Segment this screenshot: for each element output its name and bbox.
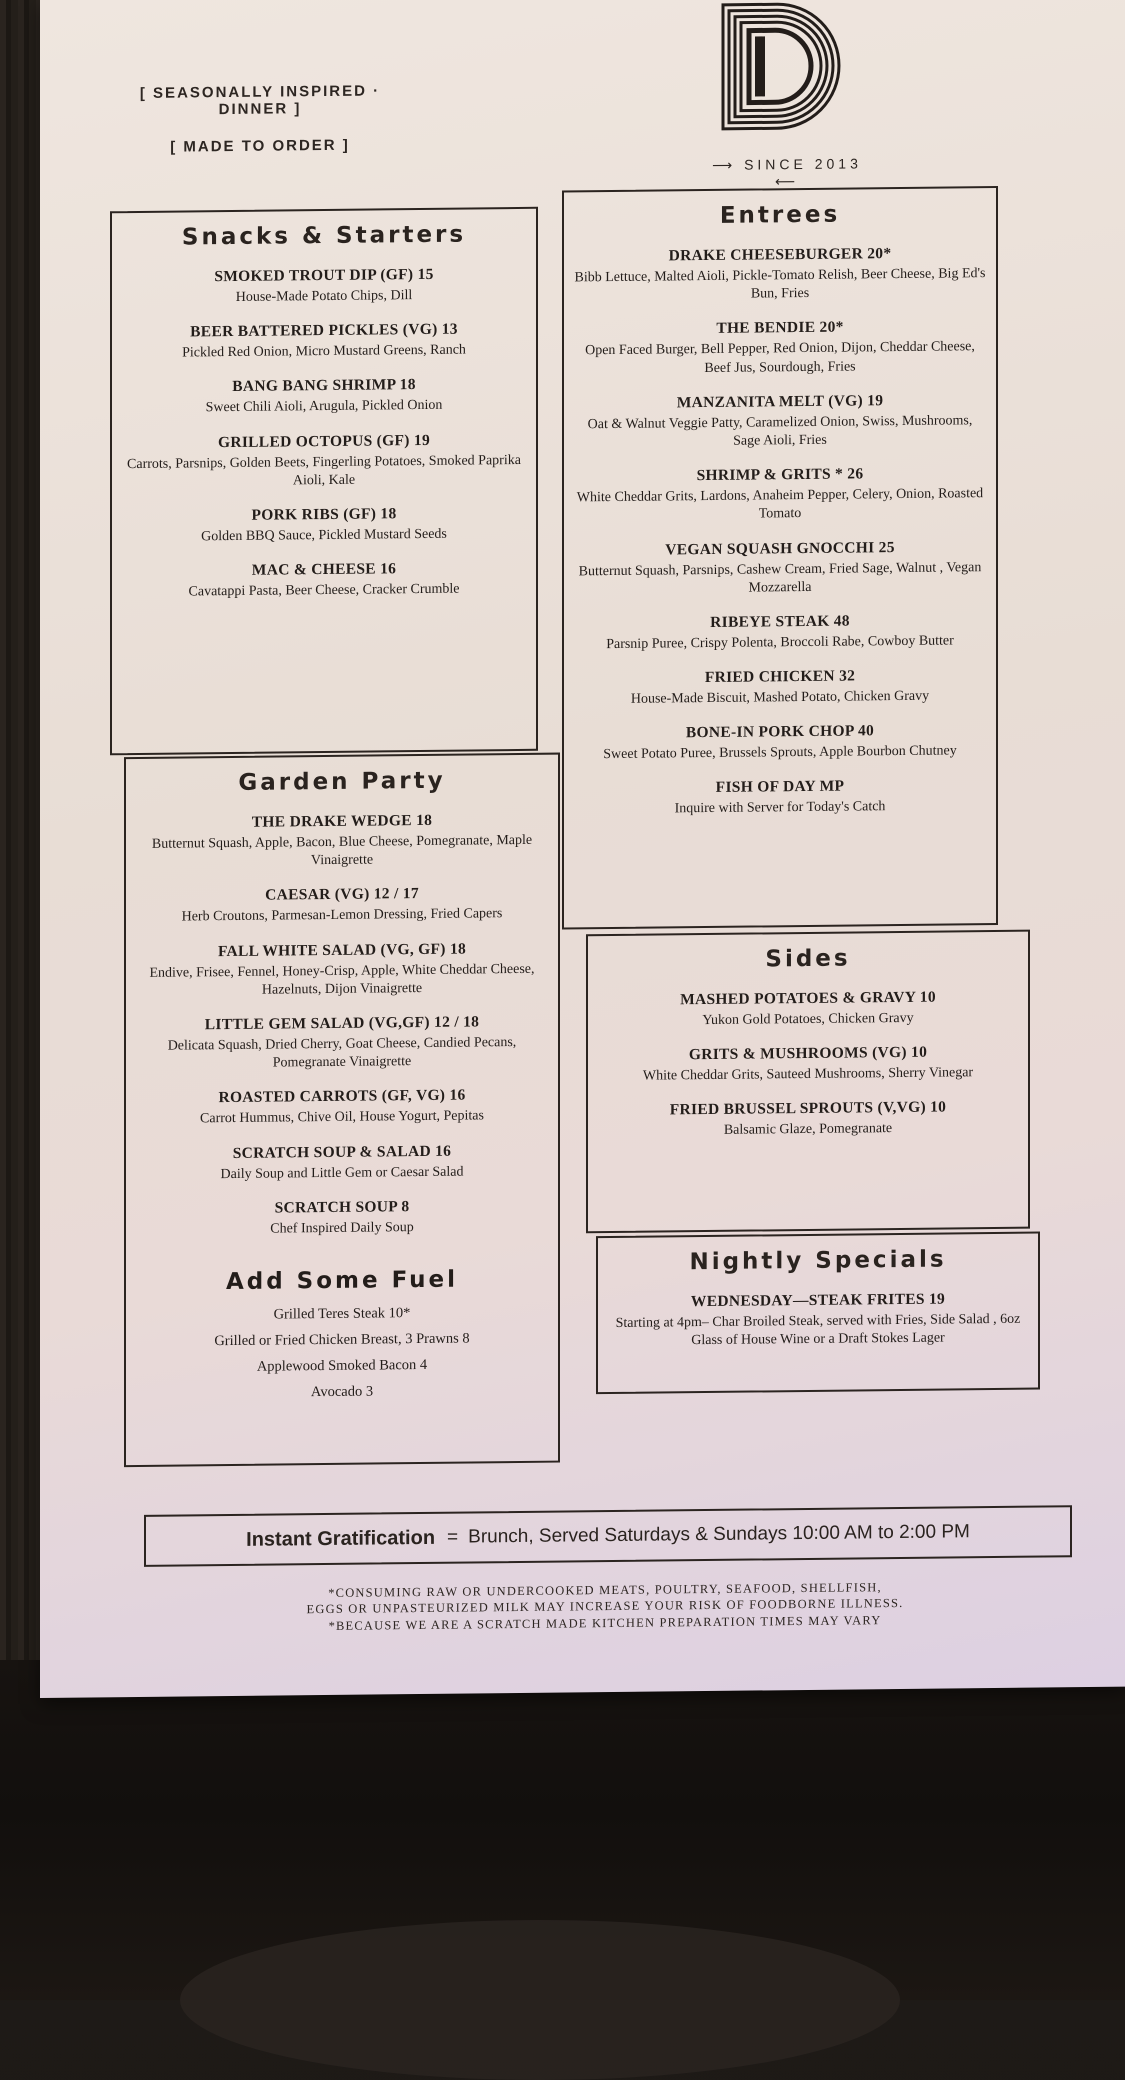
- since-text: SINCE 2013: [744, 155, 862, 173]
- gratification-text: Brunch, Served Saturdays & Sundays 10:00 AM to 2:00 PM: [468, 1521, 970, 1548]
- sides-title: Sides: [765, 945, 851, 973]
- item-desc: Open Faced Burger, Bell Pepper, Red Onion, Dijon, Cheddar Cheese, Beef Jus, Sourdough, Fries: [585, 339, 975, 376]
- snacks-title: Snacks & Starters: [181, 221, 467, 251]
- item-name: LITTLE GEM SALAD (VG,GF) 12 / 18: [204, 1013, 480, 1034]
- item-desc: Cavatappi Pasta, Beer Cheese, Cracker Crumble: [188, 581, 460, 600]
- fuel-item: Avocado 3: [310, 1383, 374, 1401]
- menu-item: [588, 988, 1028, 1032]
- menu-item: [598, 1290, 1038, 1352]
- item-desc: Pickled Red Onion, Micro Mustard Greens, Ranch: [182, 342, 466, 361]
- garden-title: Garden Party: [238, 767, 446, 796]
- item-name: GRITS & MUSHROOMS (VG) 10: [688, 1043, 928, 1064]
- item-name: MANZANITA MELT (VG) 19: [676, 391, 884, 412]
- item-desc: Bibb Lettuce, Malted Aioli, Pickle-Tomato Relish, Beer Cheese, Big Ed's Bun, Fries: [574, 266, 986, 302]
- item-desc: White Cheddar Grits, Lardons, Anaheim Pepper, Celery, Onion, Roasted Tomato: [576, 486, 984, 522]
- disclaimer-line: *BECAUSE WE ARE A SCRATCH MADE KITCHEN PREPARATION TIMES MAY VARY: [328, 1612, 882, 1633]
- specials-title: Nightly Specials: [689, 1246, 947, 1276]
- menu-item: [564, 721, 996, 765]
- tag-line-made-to-order: [ MADE TO ORDER ]: [170, 136, 350, 156]
- item-name: BEER BATTERED PICKLES (VG) 13: [190, 320, 458, 341]
- sides-section: [586, 930, 1030, 1234]
- menu-item: [126, 1013, 558, 1075]
- gratification-title: Instant Gratification: [246, 1526, 436, 1551]
- menu-item: [112, 504, 536, 548]
- item-name: FALL WHITE SALAD (VG, GF) 18: [217, 940, 467, 960]
- item-desc: Starting at 4pm– Char Broiled Steak, served with Fries, Side Salad , 6oz Glass of House Wine or a Draft Stokes Lager: [615, 1311, 1021, 1349]
- restaurant-logo-icon: [715, 0, 855, 137]
- menu-item: [126, 939, 558, 1001]
- item-name: FRIED CHICKEN 32: [704, 667, 856, 687]
- menu-item: [126, 884, 558, 928]
- item-name: FISH OF DAY MP: [715, 778, 845, 797]
- garden-section: [124, 753, 560, 1468]
- item-name: BONE-IN PORK CHOP 40: [685, 722, 875, 742]
- menu-item: [564, 317, 996, 379]
- item-name: RIBEYE STEAK 48: [710, 612, 850, 631]
- item-desc: White Cheddar Grits, Sauteed Mushrooms, Sherry Vinegar: [642, 1065, 974, 1084]
- menu-item: [112, 430, 536, 492]
- menu-item: [126, 1141, 558, 1185]
- item-name: SCRATCH SOUP & SALAD 16: [232, 1142, 452, 1162]
- item-name: FRIED BRUSSEL SPROUTS (V,VG) 10: [669, 1098, 947, 1119]
- item-desc: Carrot Hummus, Chive Oil, House Yogurt, Pepitas: [200, 1108, 484, 1127]
- item-desc: Parsnip Puree, Crispy Polenta, Broccoli Rabe, Cowboy Butter: [606, 633, 954, 652]
- fuel-title: Add Some Fuel: [225, 1266, 459, 1295]
- item-desc: Daily Soup and Little Gem or Caesar Salad: [220, 1164, 464, 1182]
- item-name: THE BENDIE 20*: [716, 318, 844, 338]
- menu-item: [112, 320, 536, 364]
- menu-item: [564, 666, 996, 710]
- menu-item: [564, 611, 996, 655]
- menu-item: [126, 1196, 558, 1240]
- item-desc: Endive, Frisee, Fennel, Honey-Crisp, Apple, White Cheddar Cheese, Hazelnuts, Dijon Vinaigrette: [149, 961, 535, 998]
- item-desc: Golden BBQ Sauce, Pickled Mustard Seeds: [201, 526, 447, 545]
- snacks-section: [110, 207, 538, 755]
- menu-item: [564, 537, 996, 599]
- menu-item: [564, 776, 996, 820]
- item-desc: Butternut Squash, Parsnips, Cashew Cream, Fried Sage, Walnut , Vegan Mozzarella: [578, 559, 982, 596]
- menu-paper: [40, 0, 1125, 1698]
- tag-line-dinner: [ SEASONALLY INSPIRED · DINNER ]: [139, 82, 381, 119]
- fuel-item: Grilled Teres Steak 10*: [273, 1304, 411, 1323]
- menu-item: [126, 1086, 558, 1130]
- item-name: THE DRAKE WEDGE 18: [251, 811, 433, 831]
- menu-item: [564, 464, 996, 526]
- foreground-shadow: [180, 1920, 900, 2080]
- item-name: SMOKED TROUT DIP (GF) 15: [214, 265, 434, 286]
- item-name: GRILLED OCTOPUS (GF) 19: [217, 431, 430, 451]
- menu-item: [126, 811, 558, 873]
- item-desc: Sweet Potato Puree, Brussels Sprouts, Apple Bourbon Chutney: [603, 743, 957, 763]
- item-name: CAESAR (VG) 12 / 17: [265, 885, 419, 905]
- menu-item: [564, 391, 996, 453]
- item-desc: Herb Croutons, Parmesan-Lemon Dressing, Fried Capers: [181, 906, 503, 925]
- item-desc: Oat & Walnut Veggie Patty, Caramelized Onion, Swiss, Mushrooms, Sage Aioli, Fries: [587, 412, 973, 449]
- item-name: PORK RIBS (GF) 18: [251, 505, 397, 524]
- item-name: MASHED POTATOES & GRAVY 10: [680, 988, 936, 1009]
- item-name: SCRATCH SOUP 8: [274, 1197, 410, 1217]
- menu-item: [112, 559, 536, 603]
- item-desc: Delicata Squash, Dried Cherry, Goat Cheese, Candied Pecans, Pomegranate Vinaigrette: [167, 1034, 517, 1071]
- item-desc: House-Made Potato Chips, Dill: [235, 288, 413, 305]
- disclaimer: [190, 1578, 1020, 1635]
- item-name: MAC & CHEESE 16: [251, 560, 397, 579]
- item-desc: Carrots, Parsnips, Golden Beets, Fingerling Potatoes, Smoked Paprika Aioli, Kale: [127, 452, 521, 489]
- item-desc: Balsamic Glaze, Pomegranate: [723, 1121, 893, 1139]
- item-name: WEDNESDAY—STEAK FRITES 19: [690, 1290, 946, 1311]
- header-tags: [110, 82, 410, 176]
- entrees-title: Entrees: [719, 201, 841, 229]
- item-name: SHRIMP & GRITS * 26: [696, 465, 864, 485]
- item-desc: House-Made Biscuit, Mashed Potato, Chicken Gravy: [630, 688, 930, 707]
- since-label: ⟶ SINCE 2013 ⟵: [712, 155, 862, 190]
- menu-item: [112, 375, 536, 419]
- item-desc: Chef Inspired Daily Soup: [270, 1219, 414, 1237]
- item-desc: Inquire with Server for Today's Catch: [674, 799, 886, 817]
- entrees-section: [562, 186, 998, 930]
- item-name: VEGAN SQUASH GNOCCHI 25: [665, 538, 895, 558]
- disclaimer-line: EGGS OR UNPASTEURIZED MILK MAY INCREASE YOUR RISK OF FOODBORNE ILLNESS.: [306, 1596, 904, 1617]
- fuel-item: Grilled or Fried Chicken Breast, 3 Prawns 8: [214, 1330, 470, 1350]
- item-desc: Butternut Squash, Apple, Bacon, Blue Cheese, Pomegranate, Maple Vinaigrette: [151, 832, 533, 869]
- item-name: DRAKE CHEESEBURGER 20*: [668, 245, 892, 265]
- brunch-banner: [144, 1505, 1072, 1567]
- disclaimer-line: *CONSUMING RAW OR UNDERCOOKED MEATS, POULTRY, SEAFOOD, SHELLFISH,: [328, 1580, 882, 1600]
- specials-section: [596, 1232, 1040, 1395]
- item-desc: Sweet Chili Aioli, Arugula, Pickled Onion: [205, 398, 443, 416]
- item-desc: Yukon Gold Potatoes, Chicken Gravy: [702, 1010, 914, 1029]
- menu-item: [564, 244, 996, 306]
- gratification-equals: =: [447, 1526, 459, 1548]
- item-name: ROASTED CARROTS (GF, VG) 16: [218, 1086, 466, 1107]
- menu-item: [112, 265, 536, 309]
- fuel-item: Applewood Smoked Bacon 4: [256, 1356, 428, 1375]
- menu-item: [588, 1098, 1028, 1142]
- item-name: BANG BANG SHRIMP 18: [232, 376, 416, 396]
- menu-item: [588, 1043, 1028, 1087]
